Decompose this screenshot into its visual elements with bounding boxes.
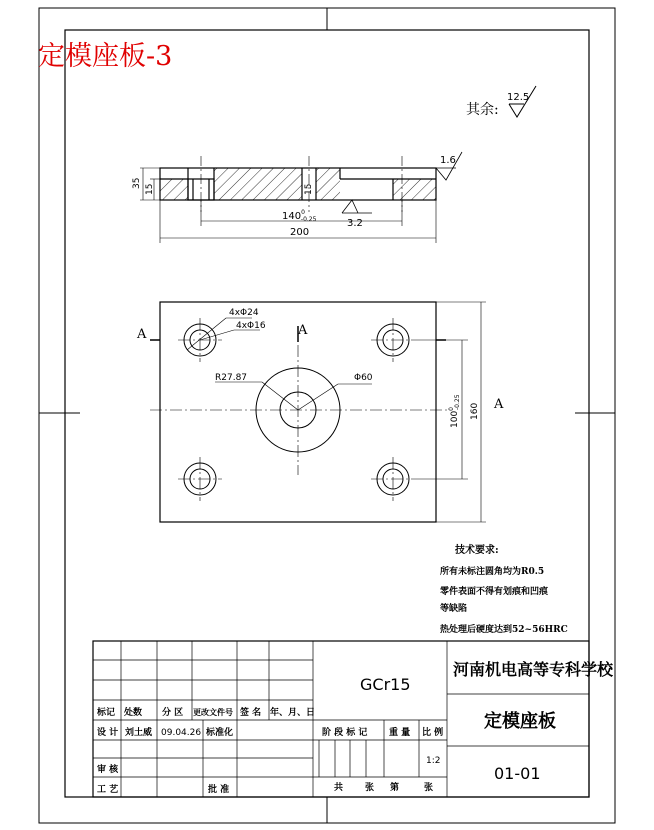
dim-width-total: 200 [290, 227, 310, 238]
ratio-label: 比 例 [422, 728, 444, 738]
roughness-top-value: 1.6 [440, 155, 456, 166]
review-label: 审 核 [97, 765, 119, 775]
dim-height-left: 15 [145, 183, 155, 195]
header-zone: 分 区 [162, 708, 184, 718]
section-mark-right: A [494, 397, 504, 412]
header-signature: 签 名 [240, 708, 262, 718]
tech-line-1: 所有未标注圆角均为R0.5 [440, 567, 545, 577]
approve-label: 批 准 [208, 785, 230, 795]
dim-height-mid: 15 [304, 183, 314, 195]
sheet-no-label: 第 [390, 783, 400, 793]
stage-label: 阶 段 标 记 [322, 728, 368, 738]
process-label: 工 艺 [97, 785, 119, 795]
roughness-bottom-value: 3.2 [347, 218, 363, 229]
part-name: 定模座板 [484, 711, 556, 732]
sheet-unit-label-2: 张 [424, 783, 434, 793]
header-date: 年、月、日 [270, 708, 316, 718]
outer-frame [39, 8, 615, 823]
inner-frame [65, 30, 589, 797]
roughness-value: 12.5 [507, 92, 530, 103]
sheets-total-label: 共 [334, 783, 344, 793]
design-label: 设 计 [97, 728, 119, 738]
dim-height-total: 35 [132, 177, 142, 189]
section-mark-top: A [298, 323, 308, 338]
scale-value: 1:2 [426, 756, 441, 766]
counterbore-holes [184, 324, 409, 495]
tech-heading: 技术要求: [455, 545, 499, 556]
roughness-label: 其余: [466, 102, 499, 118]
section-view [132, 152, 462, 243]
school-name: 河南机电高等专科学校 [453, 660, 614, 679]
dim-hole-spacing: $100^0-0.25$ [448, 394, 461, 428]
standard-label: 标准化 [206, 728, 234, 738]
tech-line-4: 热处理后硬度达到52~56HRC [440, 625, 568, 635]
center-radius: R27.87 [215, 373, 248, 383]
roughness-bottom [342, 200, 372, 213]
hole-note-1: 4xΦ24 [229, 308, 259, 318]
header-change-doc: 更改文件号 [193, 707, 233, 717]
center-diameter: Φ60 [354, 373, 373, 383]
dim-inner-width: $140^0$ -0.25 [282, 209, 317, 223]
drawing-number: 01-01 [494, 764, 541, 783]
tech-line-2: 零件表面不得有划痕和凹痕 [440, 587, 549, 597]
tech-requirements [440, 543, 568, 635]
weight-label: 重 量 [389, 728, 411, 738]
designer-name: 刘土威 [125, 728, 153, 738]
plan-view [136, 302, 504, 522]
header-count: 处数 [124, 708, 143, 718]
header-mark: 标记 [97, 708, 116, 718]
tech-line-3: 等缺陷 [440, 604, 468, 614]
roughness-general [466, 86, 536, 118]
dim-plate-height: 160 [470, 402, 480, 420]
drawing-title: 定模座板-3 [38, 41, 173, 72]
hole-note-2: 4xΦ16 [236, 321, 266, 331]
title-block [93, 641, 614, 797]
material: GCr15 [360, 675, 411, 694]
section-mark-left: A [137, 327, 147, 342]
design-date: 09.04.26 [161, 728, 202, 738]
centering-marks [39, 8, 615, 823]
sheet-unit-label: 张 [365, 783, 375, 793]
